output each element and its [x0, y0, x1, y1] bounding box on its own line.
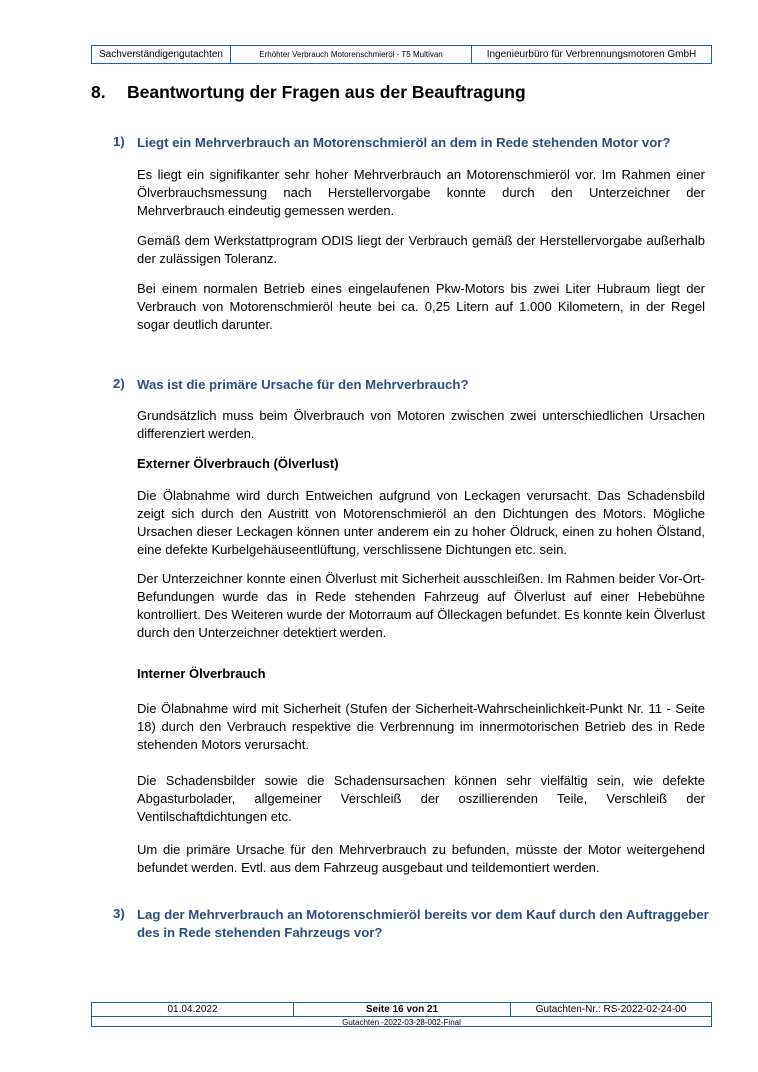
- question-text: Lag der Mehrverbrauch an Motorenschmieröl bereits vor dem Kauf durch den Auftraggeber des in Rede stehenden Fahrzeugs vor?: [137, 907, 709, 940]
- footer-date: 01.04.2022: [92, 1003, 294, 1016]
- header-subject: Erhöhter Verbrauch Motorenschmieröl - T5 Multivan: [231, 46, 472, 63]
- section-title: Beantwortung der Fragen aus der Beauftragung: [127, 82, 526, 102]
- question-1: [113, 134, 711, 152]
- question-text: Liegt ein Mehrverbrauch an Motorenschmieröl an dem in Rede stehenden Motor vor?: [137, 135, 671, 150]
- paragraph: Es liegt ein signifikanter sehr hoher Mehrverbrauch an Motorenschmieröl vor. Im Rahmen einer Ölverbrauchsmessung nach Herstellervorgabe konnte durch den Unterzeichner der Mehrverbrauch eindeutig gemessen werden.: [137, 167, 705, 218]
- paragraph: Grundsätzlich muss beim Ölverbrauch von Motoren zwischen zwei unterschiedlichen Ursachen differenziert werden.: [137, 408, 705, 441]
- paragraph: Bei einem normalen Betrieb eines eingelaufenen Pkw-Motors bis zwei Liter Hubraum liegt der Verbrauch von Motorenschmieröl heute bei ca. 0,25 Litern auf 1.000 Kilometern, in der Regel sogar deutlich darunter.: [137, 281, 705, 332]
- footer-page-number: Seite 16 von 21: [294, 1003, 511, 1016]
- question-number: 1): [113, 134, 125, 149]
- paragraph: Die Ölabnahme wird durch Entweichen aufgrund von Leckagen verursacht. Das Schadensbild zeigt sich durch den Austritt von Motorenschmieröl an den Dichtungen des Motors. Mögliche Ursachen dieser Leckagen können unter anderem ein zu hoher Öldruck, einen zu hohen Ölstand, eine defekte Kurbelgehäuseentlüftung, verschlissene Dichtungen etc. sein.: [137, 488, 705, 557]
- question-number: 3): [113, 906, 125, 921]
- subheading-internal: Interner Ölverbrauch: [137, 666, 266, 681]
- section-heading: [91, 82, 526, 103]
- question-3: [113, 906, 711, 942]
- paragraph: Die Schadensbilder sowie die Schadensursachen können sehr vielfältig sein, wie defekte Abgasturbolader, allgemeiner Verschleiß der oszillierenden Teile, Verschleiß der Ventilschaftdichtungen etc.: [137, 773, 705, 824]
- section-number: 8.: [91, 82, 106, 102]
- footer-report-number: Gutachten-Nr.: RS-2022-02-24-00: [535, 1004, 687, 1015]
- header-company: Ingenieurbüro für Verbrennungsmotoren GmbH: [486, 49, 697, 60]
- paragraph: Gemäß dem Werkstattprogram ODIS liegt der Verbrauch gemäß der Herstellervorgabe außerhalb der zulässigen Toleranz.: [137, 233, 705, 266]
- page-header: [91, 45, 712, 64]
- paragraph: Um die primäre Ursache für den Mehrverbrauch zu befunden, müsste der Motor weitergehend befundet werden. Evtl. aus dem Fahrzeug ausgebaut und teildemontiert werden.: [137, 842, 705, 875]
- footer-file-name: Gutachten -2022-03-28-002-Final: [342, 1017, 461, 1027]
- paragraph: Die Ölabnahme wird mit Sicherheit (Stufen der Sicherheit-Wahrscheinlichkeit-Punkt Nr. 11 - Seite 18) durch den Verbrauch respektive die Verbrennung im innermotorischen Betrieb des in Rede stehenden Motors verursacht.: [137, 701, 705, 752]
- paragraph: Der Unterzeichner konnte einen Ölverlust mit Sicherheit ausschleißen. Im Rahmen beider Vor-Ort-Befundungen wurde das in Rede stehenden Fahrzeug auf Ölverlust auf einer Hebebühne kontrolliert. Des Weiteren wurde der Motorraum auf Ölleckagen befundet. Es konnte kein Ölverlust durch den Unterzeichner detektiert werden.: [137, 571, 705, 640]
- question-number: 2): [113, 376, 125, 391]
- header-doc-type: Sachverständigengutachten: [92, 46, 231, 63]
- question-2: [113, 376, 711, 394]
- subheading-external: Externer Ölverbrauch (Ölverlust): [137, 456, 339, 471]
- question-text: Was ist die primäre Ursache für den Mehrverbrauch?: [137, 377, 469, 392]
- page-footer: [91, 1002, 712, 1027]
